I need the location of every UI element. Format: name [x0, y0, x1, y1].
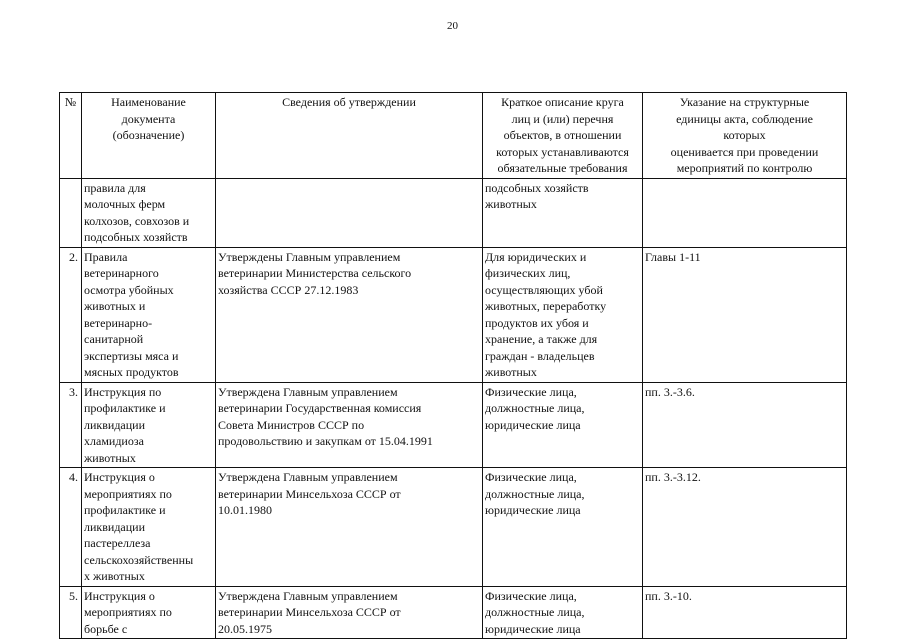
table-row — [60, 382, 847, 468]
structural-units — [643, 178, 847, 247]
table-row — [60, 178, 847, 247]
header-scope-description: Краткое описание круга лиц и (или) перечня объектов, в отношении которых устанавливаются обязательные требования — [483, 93, 643, 179]
structural-units: пп. 3.-3.6. — [643, 382, 847, 468]
approval-info: Утверждены Главным управлением ветеринарии Министерства сельского хозяйства СССР 27.12.1983 — [216, 247, 483, 382]
table-header-row — [60, 93, 847, 179]
row-number: 4. — [60, 468, 82, 587]
approval-info — [216, 178, 483, 247]
row-number — [60, 178, 82, 247]
header-document-name: Наименование документа (обозначение) — [82, 93, 216, 179]
scope-description: Физические лица, должностные лица, юридические лица — [483, 468, 643, 587]
structural-units: пп. 3.-10. — [643, 586, 847, 639]
scope-description: подсобных хозяйств животных — [483, 178, 643, 247]
header-structural-units: Указание на структурные единицы акта, соблюдение которых оценивается при проведении мероприятий по контролю — [643, 93, 847, 179]
row-number: 3. — [60, 382, 82, 468]
document-name: Инструкция по профилактике и ликвидации хламидиоза животных — [82, 382, 216, 468]
structural-units: Главы 1-11 — [643, 247, 847, 382]
document-name: Инструкция о мероприятиях по борьбе с — [82, 586, 216, 639]
table-row — [60, 586, 847, 639]
document-name: правила для молочных ферм колхозов, совхозов и подсобных хозяйств — [82, 178, 216, 247]
document-name: Инструкция о мероприятиях по профилактике и ликвидации пастереллеза сельскохозяйственны х животных — [82, 468, 216, 587]
row-number: 2. — [60, 247, 82, 382]
page-number: 20 — [447, 20, 458, 32]
scope-description: Физические лица, должностные лица, юридические лица — [483, 382, 643, 468]
requirements-table — [59, 92, 847, 639]
scope-description: Для юридических и физических лиц, осуществляющих убой животных, переработку продуктов их убоя и хранение, а также для граждан - владельцев животных — [483, 247, 643, 382]
table-row — [60, 468, 847, 587]
header-approval-info: Сведения об утверждении — [216, 93, 483, 179]
table-row — [60, 247, 847, 382]
header-number: № — [60, 93, 82, 179]
row-number: 5. — [60, 586, 82, 639]
structural-units: пп. 3.-3.12. — [643, 468, 847, 587]
scope-description: Физические лица, должностные лица, юридические лица — [483, 586, 643, 639]
approval-info: Утверждена Главным управлением ветеринарии Минсельхоза СССР от 10.01.1980 — [216, 468, 483, 587]
approval-info: Утверждена Главным управлением ветеринарии Государственная комиссия Совета Министров СССР по продовольствию и закупкам от 15.04.1991 — [216, 382, 483, 468]
document-name: Правила ветеринарного осмотра убойных животных и ветеринарно- санитарной экспертизы мяса и мясных продуктов — [82, 247, 216, 382]
approval-info: Утверждена Главным управлением ветеринарии Минсельхоза СССР от 20.05.1975 — [216, 586, 483, 639]
